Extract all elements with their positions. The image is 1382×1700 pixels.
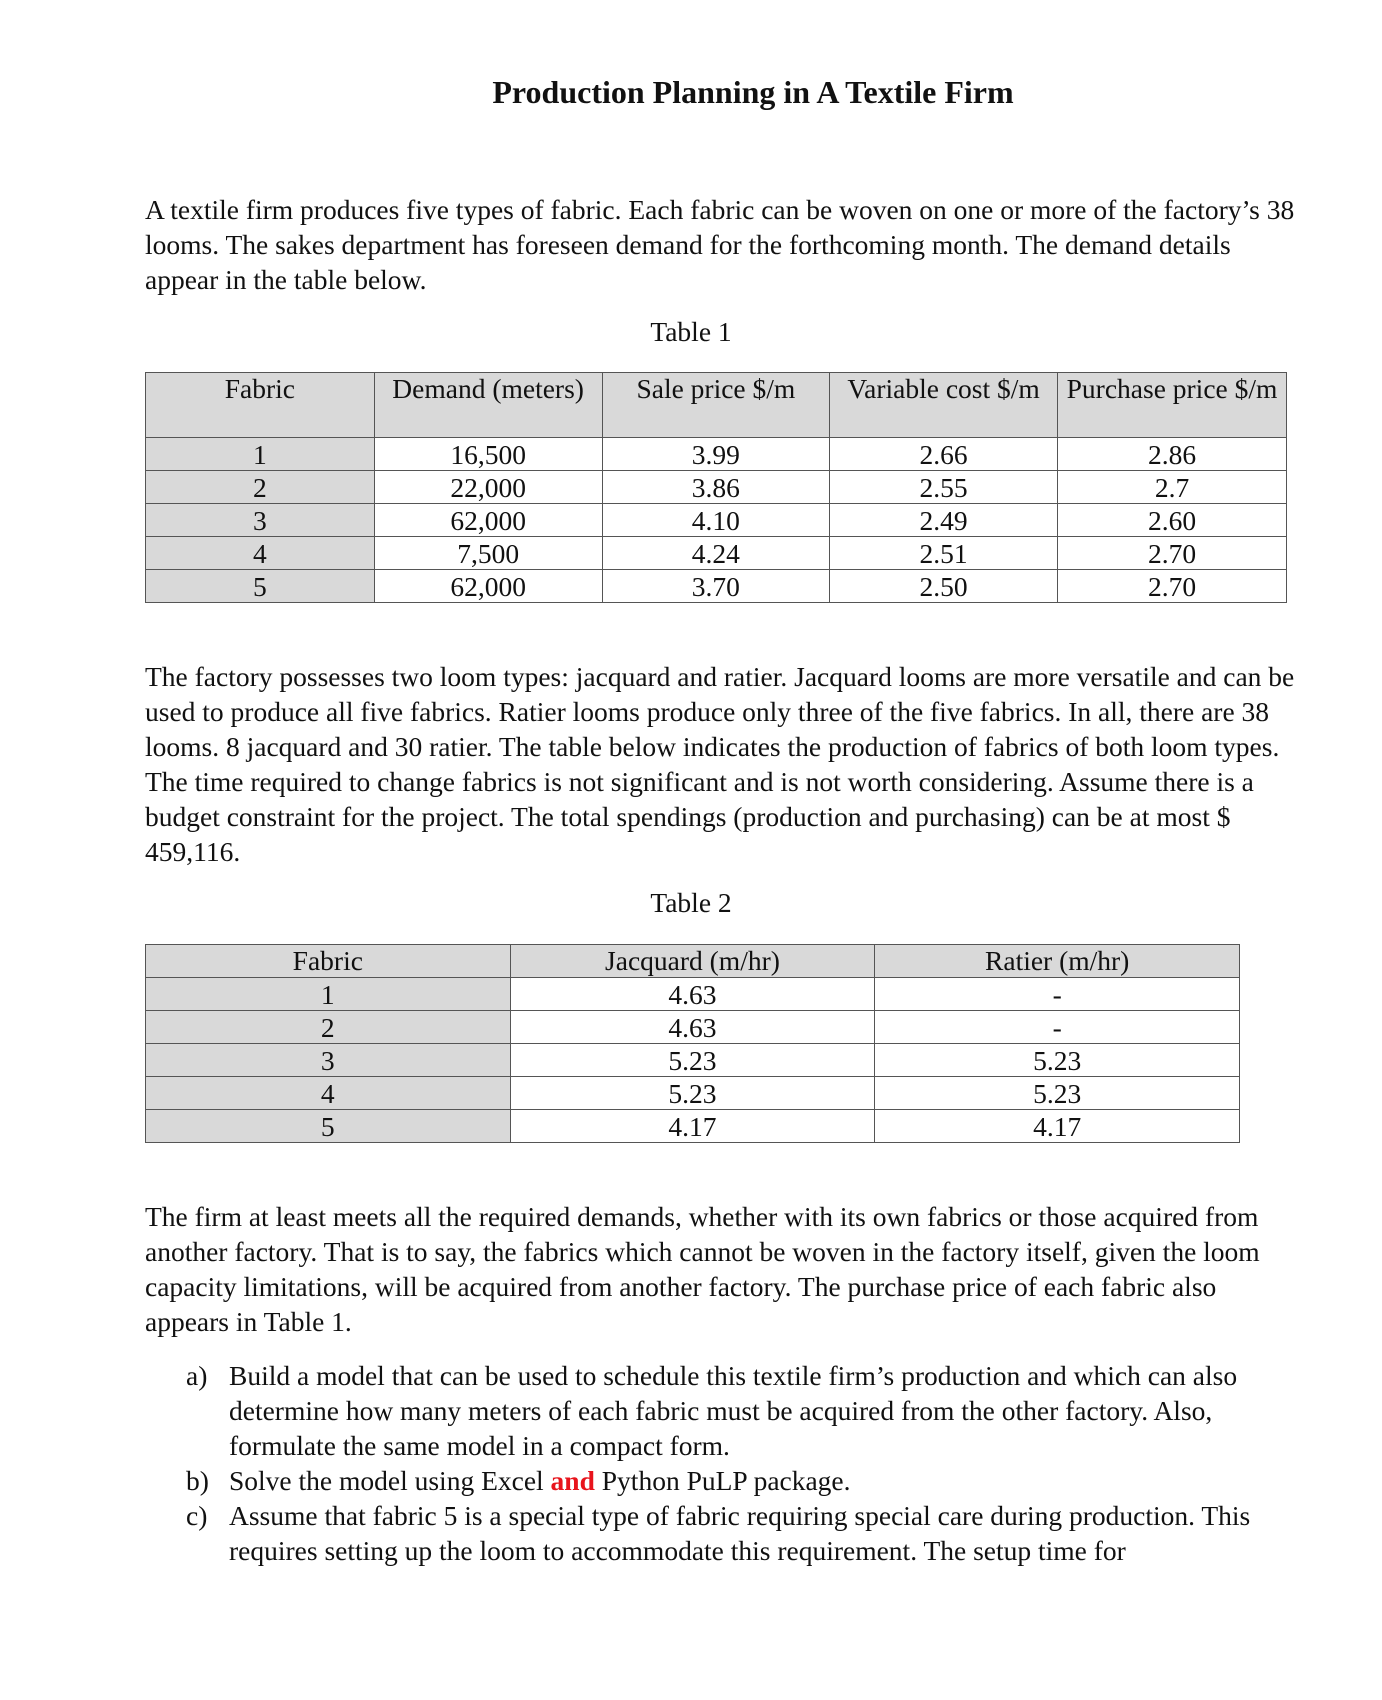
- table-cell: 2.55: [830, 471, 1058, 504]
- table-cell: 2.70: [1058, 570, 1287, 603]
- table-cell: 4.17: [510, 1110, 875, 1143]
- table-cell: 5.23: [510, 1044, 875, 1077]
- question-text-post: Python PuLP package.: [594, 1465, 851, 1496]
- header-variable-cost: Variable cost $/m: [830, 373, 1058, 438]
- table-header-row: [146, 373, 1287, 438]
- demand-table: [145, 372, 1287, 603]
- emphasis-and: and: [550, 1465, 595, 1496]
- fabric-cell: 2: [146, 471, 375, 504]
- fabric-cell: 3: [146, 504, 375, 537]
- table-cell: 2.60: [1058, 504, 1287, 537]
- table-cell: 2.70: [1058, 537, 1287, 570]
- header-purchase-price: Purchase price $/m: [1058, 373, 1287, 438]
- table-row: [146, 471, 1287, 504]
- table-cell: 3.70: [602, 570, 830, 603]
- question-a: [186, 1358, 1266, 1463]
- table-cell: 2.7: [1058, 471, 1287, 504]
- table-row: [146, 1011, 1240, 1044]
- table-cell: 7,500: [374, 537, 602, 570]
- fabric-cell: 2: [146, 1011, 511, 1044]
- table-row: [146, 1110, 1240, 1143]
- fabric-cell: 1: [146, 978, 511, 1011]
- question-label: c): [186, 1500, 208, 1531]
- table-cell: 2.50: [830, 570, 1058, 603]
- intro-paragraph: A textile firm produces five types of fabric. Each fabric can be woven on one or more of the factory’s 38 looms. The sakes department has foreseen demand for the forthcoming month. The demand details appear in the table below.: [145, 194, 1295, 295]
- table-cell: 4.17: [875, 1110, 1240, 1143]
- loom-paragraph: The factory possesses two loom types: jacquard and ratier. Jacquard looms are more versatile and can be used to produce all five fabrics. Ratier looms produce only three of the five fabrics. In all, there are 38 looms. 8 jacquard and 30 ratier. The table below indicates the production of fabrics of both loom types. The time required to change fabrics is not significant and is not worth considering. Assume there is a budget constraint for the project. The total spendings (production and purchasing) can be at most $ 459,116.: [145, 661, 1295, 867]
- fabric-cell: 1: [146, 438, 375, 471]
- fabric-cell: 3: [146, 1044, 511, 1077]
- demand-paragraph: The firm at least meets all the required demands, whether with its own fabrics or those acquired from another factory. That is to say, the fabrics which cannot be woven in the factory itself, given the loom capacity limitations, will be acquired from another factory. The purchase price of each fabric also appears in Table 1.: [145, 1201, 1260, 1337]
- table-cell: 4.63: [510, 978, 875, 1011]
- table-row: [146, 1044, 1240, 1077]
- table-header-row: [146, 945, 1240, 978]
- table-row: [146, 504, 1287, 537]
- table-cell: 2.86: [1058, 438, 1287, 471]
- table-cell: 22,000: [374, 471, 602, 504]
- table-row: [146, 1077, 1240, 1110]
- table-cell: 4.24: [602, 537, 830, 570]
- table-cell: 4.63: [510, 1011, 875, 1044]
- table-row: [146, 978, 1240, 1011]
- question-b: [186, 1463, 1266, 1498]
- header-sale-price: Sale price $/m: [602, 373, 830, 438]
- fabric-cell: 5: [146, 1110, 511, 1143]
- table-cell: 3.99: [602, 438, 830, 471]
- header-jacquard: Jacquard (m/hr): [510, 945, 875, 978]
- table-cell: 62,000: [374, 570, 602, 603]
- table-cell: -: [875, 1011, 1240, 1044]
- header-ratier: Ratier (m/hr): [875, 945, 1240, 978]
- question-c: [186, 1498, 1266, 1568]
- question-label: b): [186, 1465, 209, 1496]
- fabric-cell: 4: [146, 537, 375, 570]
- table-cell: 5.23: [875, 1077, 1240, 1110]
- table-cell: 2.49: [830, 504, 1058, 537]
- table-cell: 5.23: [875, 1044, 1240, 1077]
- document-title: Production Planning in A Textile Firm: [492, 74, 1014, 110]
- table-cell: 2.66: [830, 438, 1058, 471]
- table-row: [146, 570, 1287, 603]
- question-text: Build a model that can be used to schedule this textile firm’s production and which can also determine how many meters of each fabric must be acquired from the other factory. Also, formulate the same model in a compact form.: [229, 1360, 1238, 1461]
- table-row: [146, 438, 1287, 471]
- table-cell: 4.10: [602, 504, 830, 537]
- header-fabric: Fabric: [146, 373, 375, 438]
- header-demand: Demand (meters): [374, 373, 602, 438]
- table-cell: 2.51: [830, 537, 1058, 570]
- table2-caption: Table 2: [650, 887, 732, 918]
- question-label: a): [186, 1360, 208, 1391]
- table1-caption: Table 1: [650, 316, 732, 347]
- table-cell: -: [875, 978, 1240, 1011]
- table-row: [146, 537, 1287, 570]
- production-rate-table: [145, 944, 1240, 1143]
- header-fabric: Fabric: [146, 945, 511, 978]
- fabric-cell: 5: [146, 570, 375, 603]
- table-cell: 3.86: [602, 471, 830, 504]
- fabric-cell: 4: [146, 1077, 511, 1110]
- table-cell: 5.23: [510, 1077, 875, 1110]
- table-cell: 16,500: [374, 438, 602, 471]
- question-list: [186, 1358, 1266, 1568]
- question-text-pre: Solve the model using Excel: [229, 1465, 551, 1496]
- table-cell: 62,000: [374, 504, 602, 537]
- question-text: Assume that fabric 5 is a special type of fabric requiring special care during production. This requires setting up the loom to accommodate this requirement. The setup time for: [229, 1500, 1251, 1566]
